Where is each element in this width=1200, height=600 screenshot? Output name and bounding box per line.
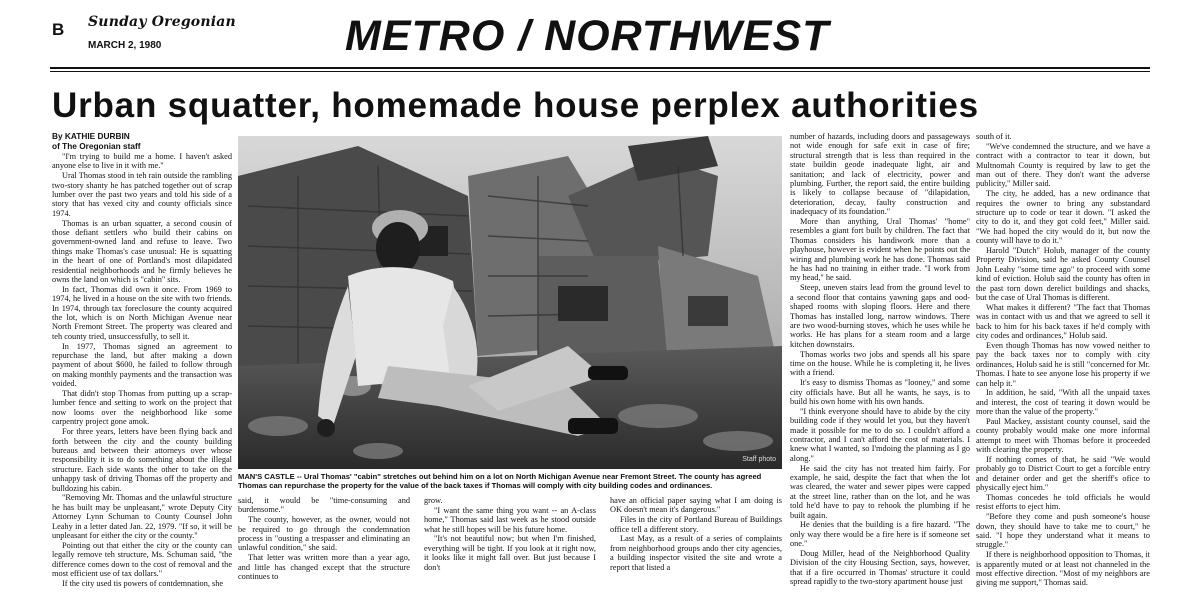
paragraph: He said the city has not treated him fairly. For example, he said, despite the fact that when the lot was cleared, the water and sewer pipes were capped at the street line, rather than on the lot, and he was told he'd have to pay to rehook the plumbing if he built again. <box>790 463 970 520</box>
section-title: METRO / NORTHWEST <box>345 12 830 60</box>
paragraph: What makes it different? "The fact that Thomas was in contact with us and that we agreed to sell it back to him for his back taxes if he'd comply with city codes and ordinances," Holub said. <box>976 302 1150 341</box>
paragraph: The county, however, as the owner, would not be required to go through the condemnation process in "ousting a trespasser and eliminating an unlawful condition," she said. <box>238 515 410 553</box>
paragraph: He denies that the building is a fire hazard. "The only way there would be a fire here is if someone set one." <box>790 520 970 549</box>
paragraph: "Removing Mr. Thomas and the unlawful structure he has built may be unpleasant," wrote Deputy City Attorney Lynn Schuman to County Counsel John Leahy in a letter dated Jan. 22, 1979. "If so, it will be unpleasant for either the city or the county." <box>52 493 232 540</box>
paragraph: For three years, letters have been flying back and forth between the city and the county building bureaus and between their attorneys over whose responsibility it is to do something about the illegal structure. Each side wants the other to take on the unhappy task of driving Thomas off the property and bulldozing his cabin. <box>52 427 232 493</box>
paragraph: That letter was written more than a year ago, and little has changed except that the structure continues to <box>238 553 410 582</box>
paragraph: Ural Thomas stood in teh rain outside the rambling two-story shanty he has patched together out of scrap lumber over the past two years and told his side of a story that has vexed city and county officials since 1974. <box>52 171 232 218</box>
paragraph: If nothing comes of that, he said "We would probably go to District Court to get a forcible entry and detainer order and get the sheriff's ofice to physically eject him." <box>976 454 1150 493</box>
photo-credit: Staff photo <box>742 456 776 463</box>
paragraph: Thomas concedes he told officials he would resist efforts to eject him. <box>976 492 1150 512</box>
article-column-6 <box>976 132 1150 598</box>
paragraph: south of it. <box>976 132 1012 141</box>
paragraph: If the city used tis powers of contdemnation, she <box>62 578 224 588</box>
paragraph: The city, he added, has a new ordinance that requires the owner to bring any substandard structure up to code or tear it down. "I asked the city to do it, and they got cold feet," Miller said. "We had hoped the city would do it, but now the county will have to do it." <box>976 189 1150 246</box>
paragraph: Steep, uneven stairs lead from the ground level to a second floor that contains yawning gaps and ood-shaped rooms with sloping floors. Here and there Thomas has installed long, narrow windows. There are two wood-burning stoves, which he uses while he works. He has plans for a steam room and a large kitchen downstairs. <box>790 283 970 349</box>
paragraph: Last May, as a result of a series of complaints from neighborhood groups ando ther city agencies, a building inspector visited the site and wrote a report that listed a <box>610 534 782 572</box>
paragraph: Paul Mackey, assistant county counsel, said the county probably would make one more informal attempt to meet with Thomas before it proceeded with clearing the property. <box>976 416 1150 455</box>
paragraph: "I'm trying to build me a home. I haven't asked anyone else to live in it with me." <box>52 151 232 171</box>
paragraph: In 1977, Thomas signed an agreement to repurchase the land, but after making a down payment of about $600, he failed to follow through on making monthly payments and the transaction was voided. <box>52 341 232 389</box>
paragraph: Even though Thomas has now vowed neither to pay the back taxes nor to comply with city ordinances, Holub said he is still "concerned for Mr. Thomas. I hate to see anyone lose his property if we can help it." <box>976 340 1150 388</box>
article-column-4 <box>610 496 782 598</box>
paragraph: "Before they come and push someone's house down, they should have to take me to court," he said. "I hope they understand what it means to struggle." <box>976 512 1150 550</box>
paragraph: "I think everyone should have to abide by the city building code if they would let you, but they haven't made it possible for me to do so. I couldn't afford a contractor, and I can't afford the cost of materials. I knew what I wanted, so I'mdoing the planning as I go along." <box>790 406 970 463</box>
paragraph: Pointing out that either the city or the county can legally remove teh structure, Ms. Schuman said, "the difference comes down to the cost of removal and the most efficient use of tax dollars." <box>52 540 232 578</box>
byline-staff: of The Oregonian staff <box>52 140 141 151</box>
photo-caption: MAN'S CASTLE -- Ural Thomas' "cabin" stretches out behind him on a lot on North Michigan Avenue near Fremont Street. The county has agreed Thomas can repurchase the property for the value of the back taxes if Thomas will comply with city building codes and ordinances. <box>238 472 762 491</box>
masthead-rule-thin <box>50 71 1150 72</box>
paragraph: More than anything, Ural Thomas' "home" resembles a giant fort built by children. The fact that Thomas considers his handiwork more than a playhouse, however is evident when he points out the wiring and plumbing work he has done. Thomas said he has had no training in either trade. "I work from my head," he said. <box>790 217 970 283</box>
paragraph: "We've condemned the structure, and we have a contract with a contractor to tear it down, but Multnomah County is required by law to get the man out of there. They don't want the adverse publicity," Miller said. <box>976 141 1150 189</box>
paragraph: In fact, Thomas did own it once. From 1969 to 1974, he lived in a house on the site with two friends. In 1974, through tax foreclosure the county acquired the lot, which is on North Michigan Avenue near North Fremont Street. The property was cleared and teh county tried, unsuccessfully, to sell it. <box>52 284 232 341</box>
paragraph: Harold "Dutch" Holub, manager of the county Property Division, said he asked County Counsel John Leahy "some time ago" to proceed with some kind of eviction. Holub said the county has often in the past torn down derelict buildings and shacks, but the case of Ural Thomas is different. <box>976 246 1150 303</box>
paragraph: Doug Miller, head of the Neighborhood Quality Division of the city Housing Section, says, however, that if a fire occurred in Thomas' structure it could spread rapidly to the two-story apartment house just <box>790 549 970 587</box>
masthead-rule <box>50 67 1150 69</box>
article-column-3 <box>424 496 596 598</box>
paragraph: Thomas works two jobs and spends all his spare time on the house. While he is completing it, he lives with a friend. <box>790 349 970 378</box>
paragraph: "I want the same thing you want -- an A-class home," Thomas said last week as he stood outside what he still hopes will be his future home. <box>424 505 596 534</box>
article-column-5 <box>790 132 970 598</box>
photo-illustration <box>238 136 782 469</box>
byline-author: By KATHIE DURBIN <box>52 132 130 141</box>
paragraph: In addition, he said, "With all the unpaid taxes and interest, the cost of tearing it down would be more than the value of the property." <box>976 388 1150 417</box>
paragraph: said, it would be "time-consuming and burdensome." <box>238 496 410 515</box>
news-photo <box>238 136 782 469</box>
paragraph: That didn't stop Thomas from putting up a scrap-lumber fence and setting to work on the project that now looms over the neighborhood like some carpentry project gone amok. <box>52 389 232 427</box>
paragraph: grow. <box>424 496 443 505</box>
paragraph: Thomas is an urban squatter, a second cousin of those defiant settlers who build their cabins on government-owned land and refuse to leave. Two things make Thomas's case unusual: He is squatting in the heart of one of Portland's most dilapidated residential neighborhoods and he firmly believes he owns the land on which is "cabin" sits. <box>52 218 232 285</box>
section-letter: B <box>52 20 65 39</box>
article-column-1 <box>52 132 232 598</box>
issue-date: MARCH 2, 1980 <box>88 40 162 51</box>
article-column-2 <box>238 496 410 598</box>
paragraph: "It's not beautiful now; but when I'm finished, everything will be tight. If you look at it right now, it looks like it might fall over. But just because I don't <box>424 534 596 572</box>
paragraph: number of hazards, including doors and passageways not wide enough for safe exit in case of fire; structural strength that is less than required in the state buildin geode inadequate light, air and sanitation; and lack of electricity, power and plumbing. Further, the report said, the entire building is likely to collapse because of "dilapidation, deterioration, decay, faulty construction and inadequacy of its foundation." <box>790 132 970 217</box>
paragraph: It's easy to dismiss Thomas as "looney," and some city officials have. But all he wants, he says, is to build his own home with his own hands. <box>790 378 970 406</box>
paragraph: If there is neighborhood opposition to Thomas, it is apparently muted or at least not channeled in the most effective direction. "Most of my neighbors are giving me support," Thomas said. <box>976 550 1150 588</box>
headline: Urban squatter, homemade house perplex authorities <box>52 86 979 125</box>
paragraph: have an official paper saying what I am doing is OK doesn't mean it's dangerous." <box>610 496 782 515</box>
newspaper-name: Sunday Oregonian <box>88 14 236 30</box>
paragraph: Files in the city of Portland Bureau of Buildings office tell a different story. <box>610 515 782 534</box>
